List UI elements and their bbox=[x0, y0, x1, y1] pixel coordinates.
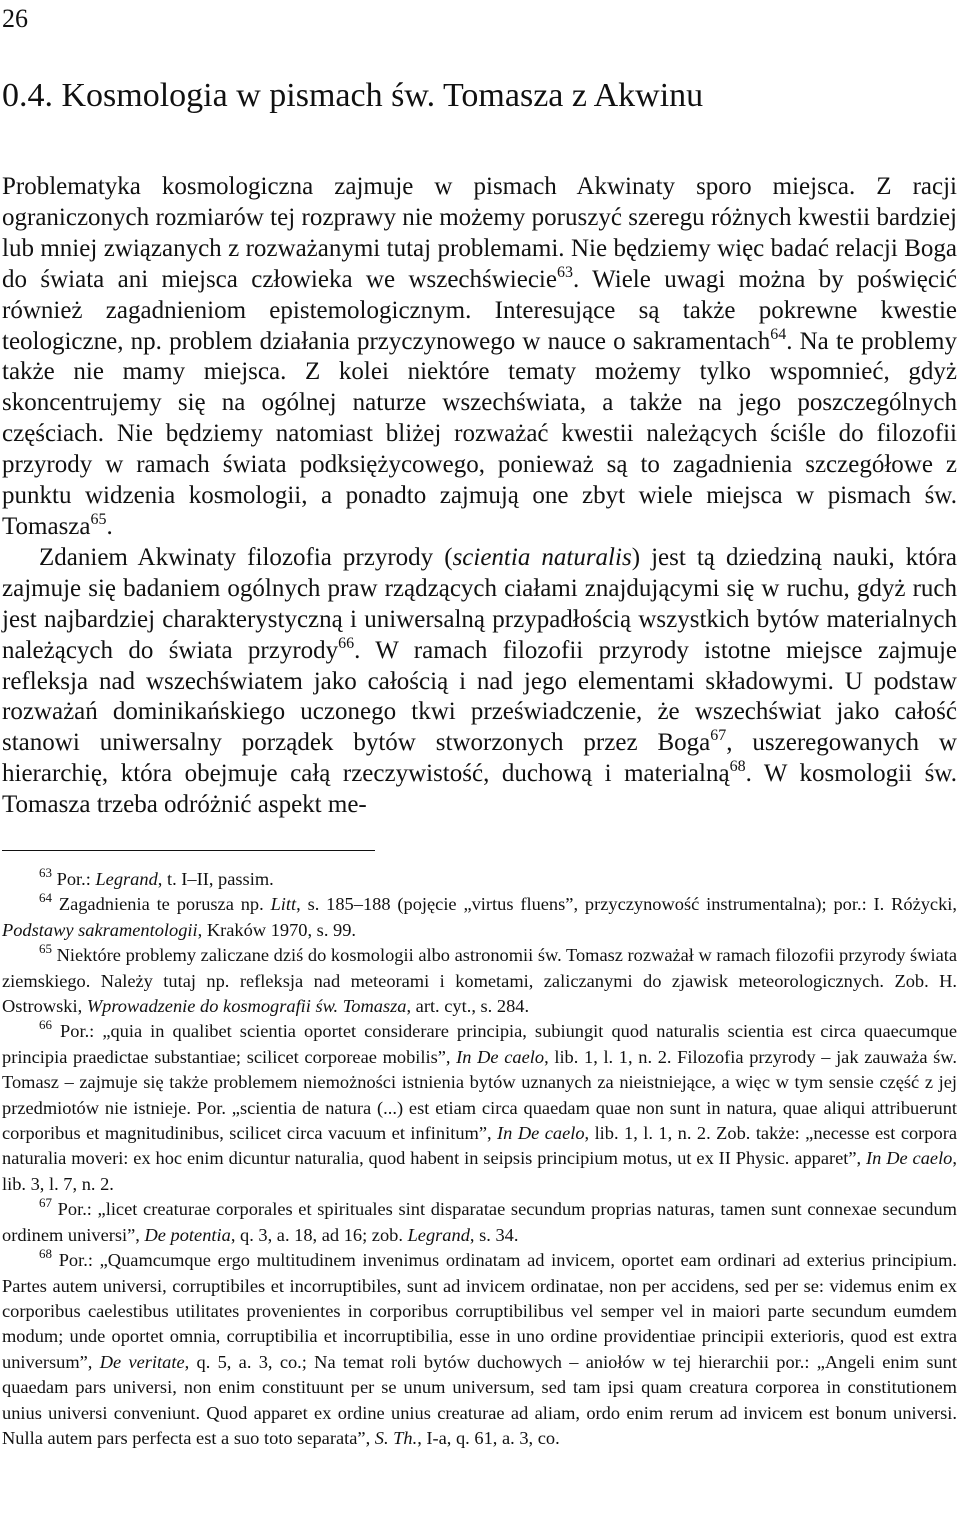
footnote-ref-63[interactable]: 63 bbox=[556, 263, 573, 281]
section-heading: 0.4. Kosmologia w pismach św. Tomasza z Akwinu bbox=[2, 77, 704, 114]
footnote-68: $^{68}$ Por.: „Quamcumque ergo multitudinem invenimus ordinatam ad invicem, oportet eam ordinari ad exterius principium. Partes autem universi, corruptibiles et incorruptibiles, sunt ad invicem ordinatae, non per accidens, sed per se: videmus enim ex corporibus caelestibus utilitates provenientes in corporibus corruptibilibus vel semper vel in maiori parte secundum eumdem modum; unde oportet omnia, corruptibilia et incorruptibilia, esse in uno ordine providentiae principii exterioris, quod est extra universum”, De veritate, q. 5, a. 3, co.; Na temat roli bytów duchowych – aniołów w tej hierarchii por.: „Angeli enim sunt quaedam pars universi, non enim constituunt per se unum universum, sed tam ipsi quam creatura corporea in constitutionem unius universi conveniunt. Quod apparet ex ordine unius creaturae ad aliam, ordo enim rerum ad invicem est bonum universi. Nulla autem pars perfecta est a suo toto separata”, S. Th., I-a, q. 61, a. 3, co. bbox=[2, 1246, 957, 1448]
footnote-65: $^{65}$ Niektóre problemy zaliczane dziś do kosmologii albo astronomii św. Tomasz rozważał w ramach filozofii przyrody świata ziemskiego. Należy tutaj np. refleksja nad meteorami i kometami, zaliczanymi do zjawisk meteorologicznych. Zob. H. Ostrowski, Wprowadzenie do kosmografii św. Tomasza, art. cyt., s. 284. bbox=[2, 941, 957, 1017]
paragraph-1: Problematyka kosmologiczna zajmuje w pismach Akwinaty sporo miejsca. Z racji ograniczonych rozmiarów tej rozprawy nie możemy poruszyć szeregu różnych kwestii bardziej lub mniej związanych z rozważanymi tutaj problemami. Nie będziemy więc badać relacji Boga do świata ani miejsca człowieka we wszechświecie$^{63}$. Wiele uwagi można by poświęcić również zagadnieniom epistemologicznym. Interesujące są także pokrewne kwestie teologiczne, np. problem działania przyczynowego w nauce o sakramentach$^{64}$. Na te problemy także nie mamy miejsca. Z kolei niektóre tematy możemy tylko wspomnieć, gdyż skoncentrujemy się na ogólnej naturze wszechświata, a także na jego poszczególnych częściach. Nie będziemy natomiast bliżej rozważać kwestii należących ściśle do filozofii przyrody w ramach świata podksiężycowego, ponieważ są to zagadnienia szczegółowe z punktu widzenia kosmologii, a ponadto zajmują one zbyt wiele miejsca w pismach św. Tomasza$^{65}$. bbox=[2, 173, 957, 540]
footnote-63: $^{63}$ Por.: Legrand, t. I–II, passim. bbox=[39, 865, 274, 889]
page-number: 26 bbox=[2, 4, 28, 33]
footnote-ref-67[interactable]: 67 bbox=[710, 727, 727, 745]
footnote-ref-66[interactable]: 66 bbox=[338, 634, 355, 652]
main-text bbox=[2, 172, 957, 821]
footnote-66: $^{66}$ Por.: „quia in qualibet scientia oportet considerare principia, subiungit quod naturalis scientia est circa quaecumque principia praedictae substantiae; scilicet corporeae mobilis”, In De caelo, lib. 1, l. 1, n. 2. Filozofia przyrody – jak zauważa św. Tomasz – zajmuje się także problemem niemożności istnienia bytów uznanych za nieistniejące, a więc w tym sensie część z jej przedmiotów nie istnieje. Por. „scientia de natura (...) est etiam circa quaedam quae non sunt in natura, quae aliqui attribuerunt corporibus et magnitudinibus, scilicet circa vacuum et infinitum”, In De caelo, lib. 1, l. 1, n. 2. Zob. także: „necesse est corpora naturalia moveri: ex hoc enim dicuntur naturalia, quod habent in seipsis principium motus, ut ex II Physic. apparet”, In De caelo, lib. 3, l. 7, n. 2. bbox=[2, 1017, 957, 1194]
footnote-ref-68[interactable]: 68 bbox=[729, 758, 746, 776]
footnote-ref-64[interactable]: 64 bbox=[770, 325, 787, 343]
footnote-64: $^{64}$ Zagadnienia te porusza np. Litt, s. 185–188 (pojęcie „virtus fluens”, przyczynowość instrumentalna); por.: I. Różycki, Podstawy sakramentologii, Kraków 1970, s. 99. bbox=[2, 890, 957, 940]
footnote-separator bbox=[2, 850, 375, 851]
footnote-ref-65[interactable]: 65 bbox=[90, 510, 107, 528]
footnote-67: $^{67}$ Por.: „licet creaturae corporales et spirituales sint disparatae secundum proprias naturas, tamen sunt connexae secundum ordinem universi”, De potentia, q. 3, a. 18, ad 16; zob. Legrand, s. 34. bbox=[2, 1195, 957, 1245]
paragraph-2: Zdaniem Akwinaty filozofia przyrody (scientia naturalis) jest tą dziedziną nauki, która zajmuje się badaniem ogólnych praw rządzących ciałami znajdującymi się w ruchu, gdyż ruch jest najbardziej charakterystyczną i uniwersalną przypadłością wszystkich bytów materialnych należących do świata przyrody$^{66}$. W ramach filozofii przyrody istotne miejsce zajmuje refleksja nad wszechświatem jako całością i nad jego elementami składowymi. U podstaw rozważań dominikańskiego uczonego tkwi przeświadczenie, że wszechświat jako całość stanowi uniwersalny porządek bytów stworzonych przez Boga$^{67}$, uszeregowanych w hierarchię, która obejmuje całą rzeczywistość, duchową i materialną$^{68}$. W kosmologii św. Tomasza trzeba odróżnić aspekt me- bbox=[2, 543, 957, 819]
footnotes bbox=[2, 867, 957, 1451]
